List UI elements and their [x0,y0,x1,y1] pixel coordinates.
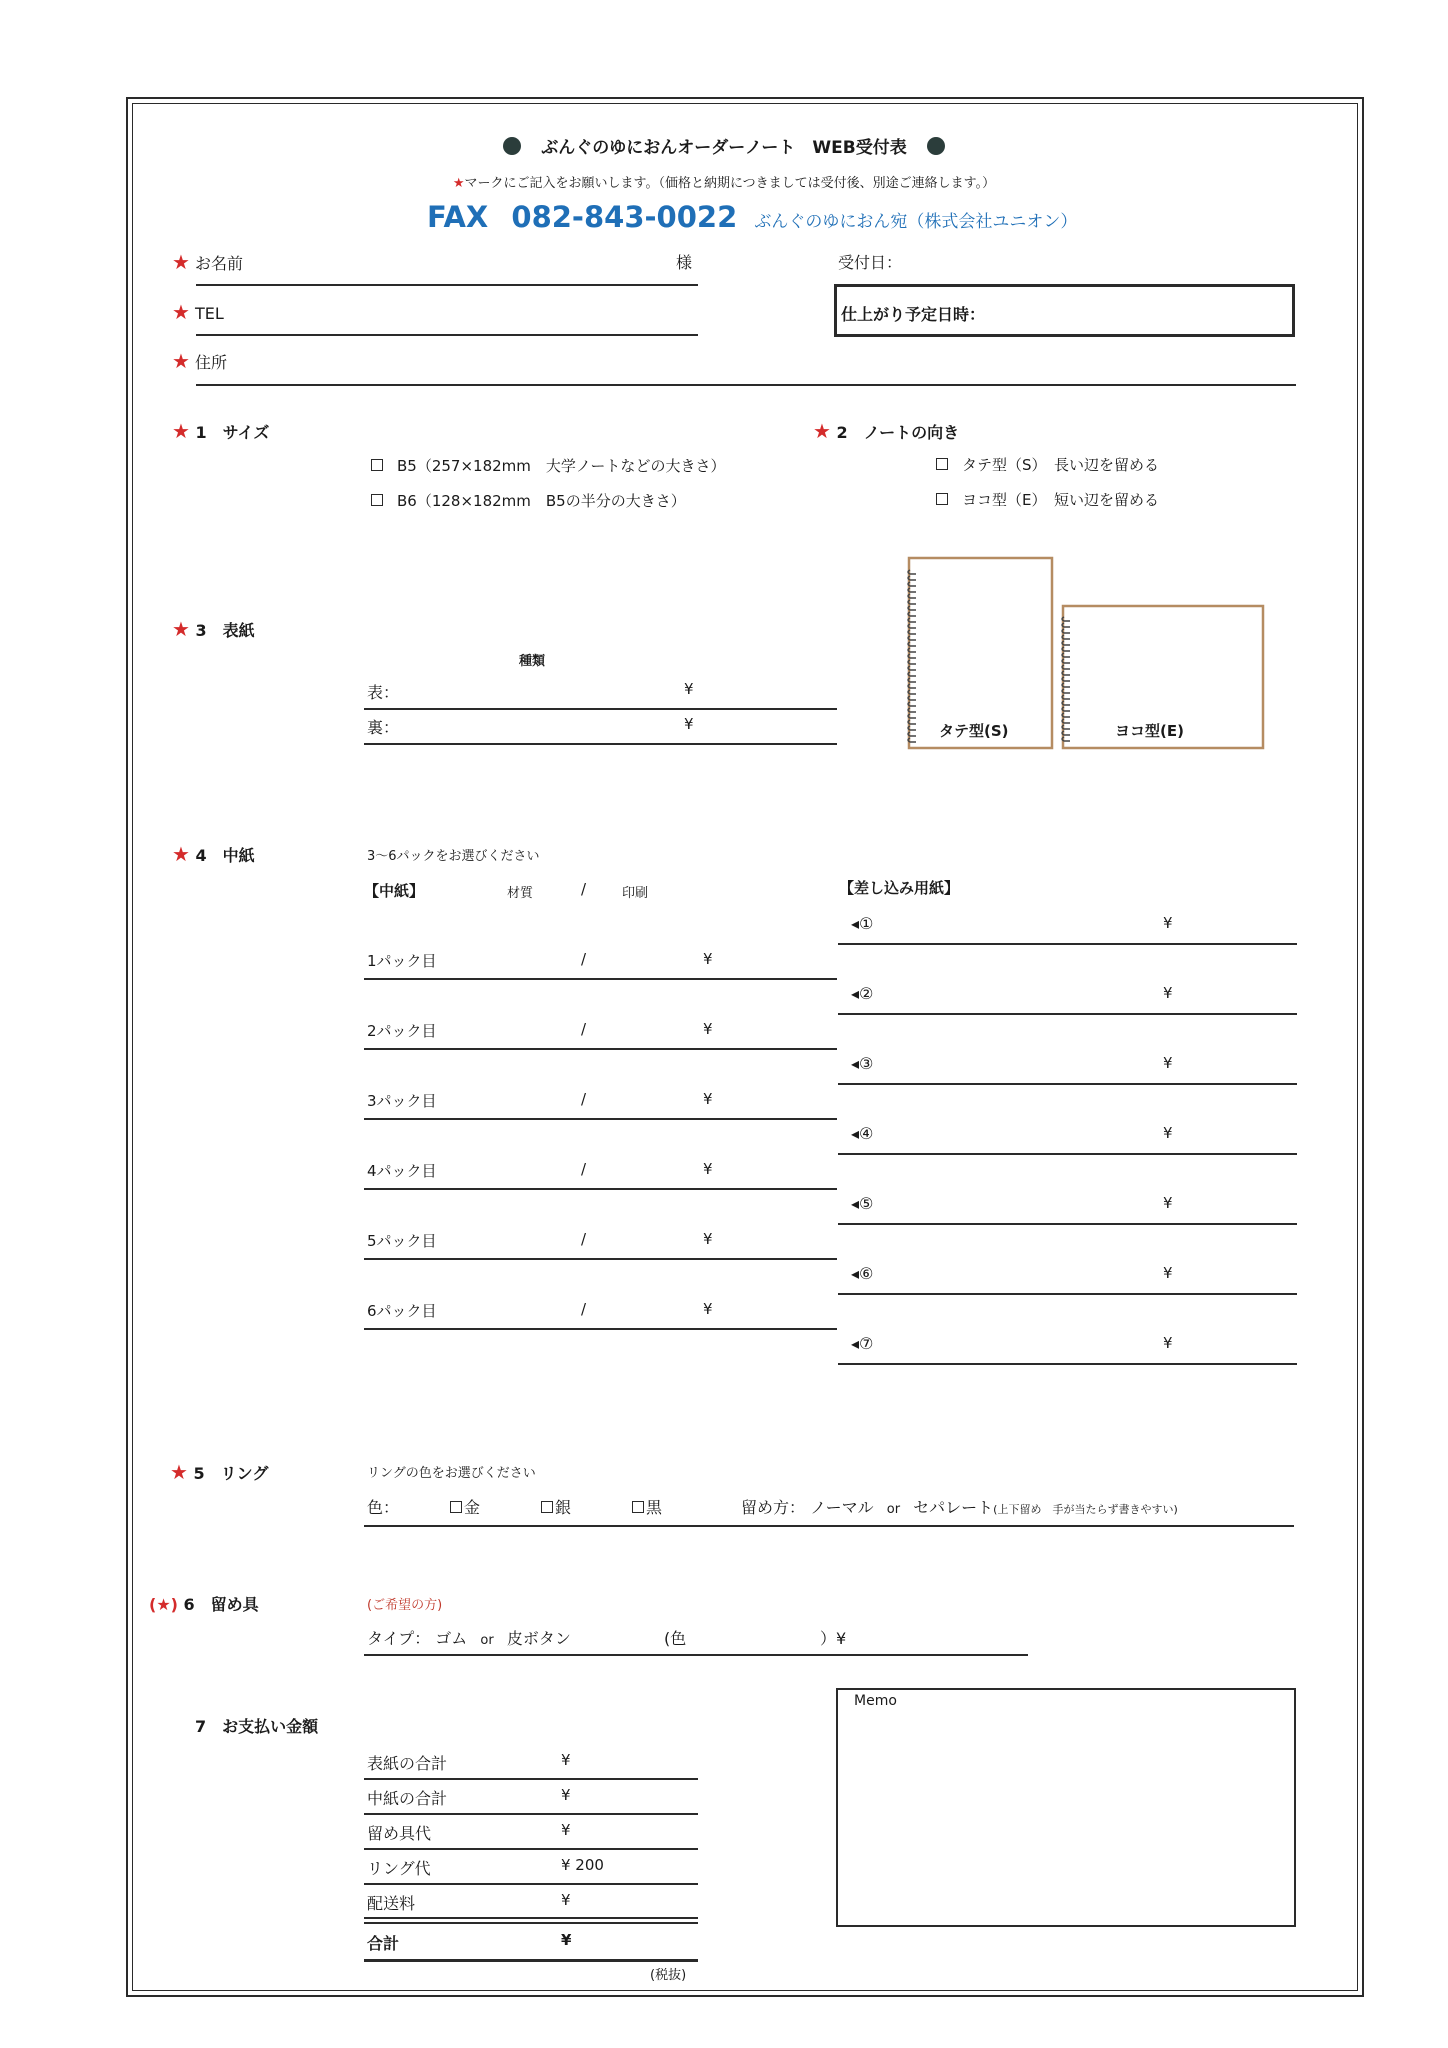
cover-back-label: 裏： [367,718,400,737]
payment-row-label: リング代 [367,1859,431,1878]
pack-label: 3パック目 [367,1092,437,1110]
ring-color-silver[interactable] [541,1495,571,1518]
name-row [172,250,243,274]
form-note-text: マークにご記入をお願いします。（価格と納期につきましては受付後、別途ご連絡します。） [464,176,996,191]
fax-number: 082-843-0022 [511,200,738,234]
fax-line [427,200,1077,234]
received-date-label: 受付日： [838,253,903,272]
insert-field[interactable] [838,1363,1297,1365]
binding-or: or [886,1502,901,1517]
pack-slash: / [581,950,587,968]
binding-note: (上下留め 手が当たらず書きやすい) [993,1503,1178,1516]
pack-field[interactable] [364,978,837,980]
fastener-note: (ご希望の方) [367,1598,443,1613]
orientation-option-tate[interactable] [936,454,1159,475]
tate-notebook-label: タテ型(S) [939,722,1009,740]
fastener-color-close: ）¥ [820,1629,847,1648]
form-title-text: ぶんぐのゆにおんオーダーノート WEB受付表 [541,138,907,158]
size-option-b6-label: B6（128×182mm B5の半分の大きさ） [397,492,686,510]
payment-row-label: 配送料 [367,1894,416,1913]
pack-label: 1パック目 [367,952,437,970]
orientation-option-yoko[interactable] [936,489,1159,510]
payment-row-line [364,1922,698,1924]
payment-row-line [364,1917,698,1919]
name-field[interactable] [196,284,698,286]
pack-field[interactable] [364,1328,837,1330]
required-star-icon: ★ [172,419,190,443]
insert-field[interactable] [838,1293,1297,1295]
tel-label: TEL [195,304,224,323]
address-field[interactable] [196,384,1296,386]
bullet-icon [503,137,521,155]
ring-color-black[interactable] [632,1495,662,1518]
section5-title [170,1460,268,1484]
section1-title [172,419,269,443]
insert-label: ◂⑥ [851,1264,874,1283]
inner-paper-header: 【中紙】 [364,882,425,900]
ring-color-gold[interactable] [450,1495,480,1518]
ring-color-silver-label: 銀 [555,1498,572,1517]
tel-field[interactable] [196,334,698,336]
cover-front-yen: ¥ [684,680,694,698]
insert-paper-header: 【差し込み用紙】 [839,879,960,897]
pack-yen: ¥ [703,1300,713,1318]
fastener-field[interactable] [364,1654,1028,1656]
checkbox-icon[interactable] [936,458,948,470]
insert-yen: ¥ [1163,914,1173,932]
insert-label: ◂③ [851,1054,874,1073]
pack-yen: ¥ [703,1230,713,1248]
fastener-color-open: (色 [664,1629,687,1648]
name-label: お名前 [195,254,244,273]
pack-label: 2パック目 [367,1022,437,1040]
required-star-icon: ★ [170,1460,188,1484]
fastener-row [367,1626,571,1649]
cover-back-yen: ¥ [684,715,694,733]
insert-yen: ¥ [1163,1054,1173,1072]
binding-normal[interactable]: ノーマル [810,1498,874,1517]
section3-title [172,617,255,641]
pack-label: 5パック目 [367,1232,437,1250]
checkbox-icon[interactable] [632,1501,644,1513]
ring-color-gold-label: 金 [464,1498,481,1517]
insert-field[interactable] [838,943,1297,945]
section4-title-text: 4 中紙 [195,846,255,865]
checkbox-icon[interactable] [371,494,383,506]
section6-title [149,1592,259,1615]
ring-color-black-label: 黒 [646,1498,663,1517]
cover-kind-header: 種類 [519,654,546,669]
payment-row-label: 留め具代 [367,1824,432,1843]
required-star-icon: ★ [172,250,190,274]
section6-title-text: 6 留め具 [183,1595,259,1614]
pack-field[interactable] [364,1118,837,1120]
payment-row-value: ¥ [561,1891,571,1909]
address-label: 住所 [195,353,228,372]
fastener-rubber[interactable]: ゴム [435,1629,468,1648]
size-option-b5-label: B5（257×182mm 大学ノートなどの大きさ） [397,457,726,475]
insert-yen: ¥ [1163,1194,1173,1212]
payment-row-line [364,1848,698,1850]
material-header: 材質 [507,886,534,901]
checkbox-icon[interactable] [450,1501,462,1513]
pack-yen: ¥ [703,1090,713,1108]
cover-front-label: 表： [367,683,400,702]
ring-note: リングの色をお選びください [367,1466,536,1481]
orientation-option-tate-label: タテ型（S） 長い辺を留める [962,456,1160,474]
required-star-icon: ★ [172,842,190,866]
pack-slash: / [581,1020,587,1038]
address-row [172,349,227,373]
section1-title-text: 1 サイズ [195,423,270,442]
pack-field[interactable] [364,1048,837,1050]
payment-row-value: ¥ 200 [561,1856,604,1874]
section4-title [172,842,255,866]
payment-row-label: 表紙の合計 [367,1754,448,1773]
checkbox-icon[interactable] [541,1501,553,1513]
fastener-leather[interactable]: 皮ボタン [506,1629,571,1648]
insert-field[interactable] [838,1013,1297,1015]
checkbox-icon[interactable] [936,493,948,505]
section7-title: 7 お支払い金額 [195,1717,319,1736]
insert-yen: ¥ [1163,1124,1173,1142]
size-option-b6[interactable] [371,490,686,511]
size-option-b5[interactable] [371,455,725,476]
pack-label: 6パック目 [367,1302,437,1320]
insert-field[interactable] [838,1083,1297,1085]
yoko-notebook-label: ヨコ型(E) [1115,722,1184,740]
tax-note: (税抜) [650,1968,687,1983]
payment-row-value: ¥ [561,1821,571,1839]
memo-box[interactable] [836,1688,1296,1927]
finish-date-box[interactable] [834,284,1295,337]
cover-back-field[interactable] [364,743,837,745]
insert-label: ◂⑦ [851,1334,874,1353]
fastener-type-label: タイプ： [367,1629,431,1648]
insert-field[interactable] [838,1153,1297,1155]
payment-row-value: ¥ [561,1751,571,1769]
payment-row-line [364,1778,698,1780]
pack-yen: ¥ [703,1160,713,1178]
required-star-icon: ★ [172,300,190,324]
payment-total-label: 合計 [367,1934,400,1953]
binding-label: 留め方： [741,1498,806,1517]
tel-row [172,300,224,324]
header-slash: / [581,880,587,898]
required-star-icon: ★ [813,419,831,443]
insert-yen: ¥ [1163,984,1173,1002]
section3-title-text: 3 表紙 [195,621,255,640]
fax-recipient: ぶんぐのゆにおん宛（株式会社ユニオン） [754,212,1078,232]
binding-separate[interactable]: セパレート [913,1498,994,1517]
print-header: 印刷 [622,886,649,901]
optional-star-icon: (★) [149,1595,178,1614]
required-star-icon: ★ [172,349,190,373]
insert-label: ◂② [851,984,874,1003]
insert-label: ◂④ [851,1124,874,1143]
insert-field[interactable] [838,1223,1297,1225]
required-star-icon: ★ [452,176,465,191]
name-suffix: 様 [676,253,693,272]
section2-title [813,419,959,443]
fastener-or: or [480,1633,494,1648]
pack-yen: ¥ [703,1020,713,1038]
pack-label: 4パック目 [367,1162,437,1180]
pack-yen: ¥ [703,950,713,968]
section2-title-text: 2 ノートの向き [836,423,960,442]
inner-paper-note: 3〜6パックをお選びください [367,849,540,864]
insert-yen: ¥ [1163,1264,1173,1282]
required-star-icon: ★ [172,617,190,641]
cover-front-field[interactable] [364,708,837,710]
pack-field[interactable] [364,1188,837,1190]
ring-color-label: 色： [367,1498,400,1517]
fax-label: FAX [427,200,489,234]
binding-row [741,1495,1178,1518]
finish-date-label: 仕上がり予定日時： [841,305,986,324]
insert-label: ◂① [851,914,874,933]
payment-row-label: 中紙の合計 [367,1789,448,1808]
ring-field[interactable] [364,1525,1294,1527]
payment-total-value: ¥ [561,1931,572,1949]
insert-yen: ¥ [1163,1334,1173,1352]
section5-title-text: 5 リング [193,1464,269,1483]
pack-slash: / [581,1230,587,1248]
bullet-icon [927,137,945,155]
pack-slash: / [581,1090,587,1108]
payment-row-value: ¥ [561,1786,571,1804]
payment-total-line [364,1959,698,1962]
memo-label: Memo [854,1693,897,1709]
pack-slash: / [581,1160,587,1178]
pack-slash: / [581,1300,587,1318]
payment-row-line [364,1813,698,1815]
orientation-option-yoko-label: ヨコ型（E） 短い辺を留める [962,491,1159,509]
insert-label: ◂⑤ [851,1194,874,1213]
payment-row-line [364,1883,698,1885]
form-title [0,133,1448,158]
pack-field[interactable] [364,1258,837,1260]
form-note [0,172,1448,191]
checkbox-icon[interactable] [371,459,383,471]
